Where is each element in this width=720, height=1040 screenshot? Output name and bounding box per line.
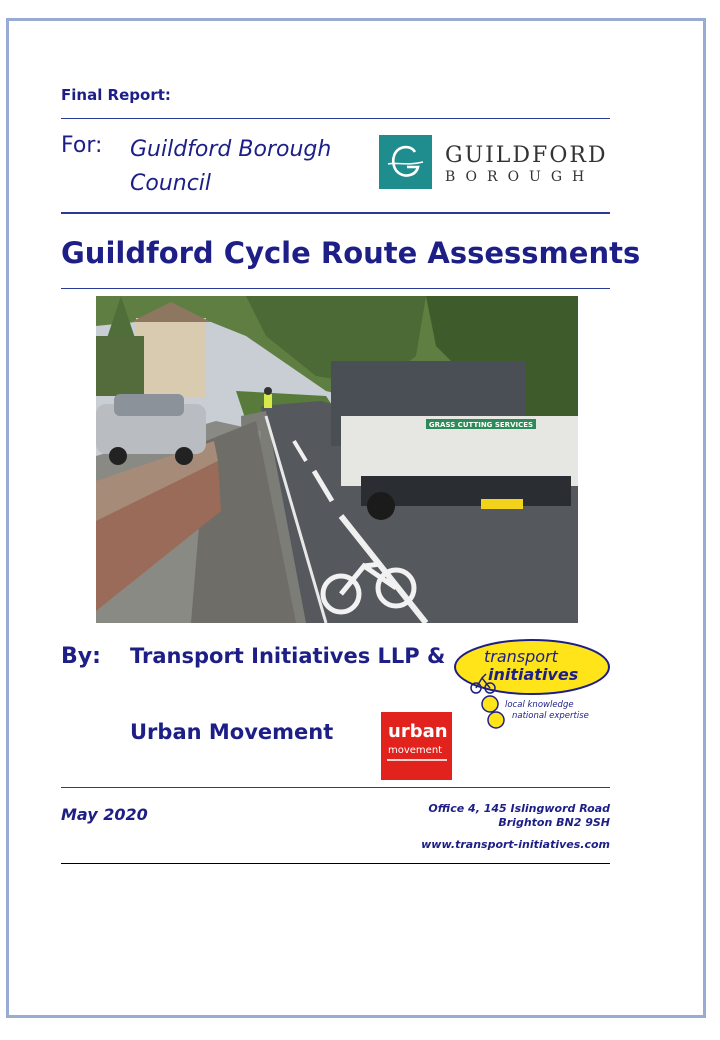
by-label: By: <box>61 644 101 669</box>
address-line1: Office 4, 145 Islingword Road <box>428 802 610 815</box>
author-transport-initiatives: Transport Initiatives LLP & <box>130 644 446 668</box>
cover-photo <box>96 296 578 623</box>
um-logo-word1: urban <box>388 721 448 742</box>
um-logo-strapline <box>387 759 447 761</box>
ti-logo-word2: initiatives <box>488 665 579 684</box>
divider <box>61 787 610 788</box>
for-label: For: <box>61 133 103 158</box>
divider <box>61 863 610 864</box>
report-type-label: Final Report: <box>61 86 171 104</box>
divider <box>61 212 610 214</box>
document-title: Guildford Cycle Route Assessments <box>61 236 641 270</box>
client-name-line1: Guildford Borough <box>130 137 332 162</box>
van-sign: GRASS CUTTING SERVICES <box>428 421 534 429</box>
report-date: May 2020 <box>61 805 148 824</box>
guildford-logo-word: GUILDFORD <box>445 143 608 168</box>
urban-movement-logo <box>381 712 452 780</box>
divider <box>61 118 610 119</box>
client-name <box>130 133 360 201</box>
guildford-borough-logo <box>379 135 611 191</box>
wheelchair-icon <box>488 712 504 728</box>
ti-tagline1: local knowledge <box>505 700 574 710</box>
guildford-mark-icon <box>379 135 432 189</box>
transport-initiatives-logo <box>452 638 612 730</box>
ti-tagline2: national expertise <box>512 711 589 721</box>
divider <box>61 288 610 289</box>
address-line2: Brighton BN2 9SH <box>498 816 610 829</box>
client-name-line2: Council <box>130 171 212 196</box>
um-logo-word2: movement <box>388 745 443 756</box>
author-urban-movement: Urban Movement <box>130 720 334 744</box>
borough-logo-word: BOROUGH <box>445 169 595 185</box>
pedestrian-icon <box>482 696 498 712</box>
ti-logo-word1: transport <box>484 647 558 666</box>
website-link[interactable]: www.transport-initiatives.com <box>421 838 610 851</box>
